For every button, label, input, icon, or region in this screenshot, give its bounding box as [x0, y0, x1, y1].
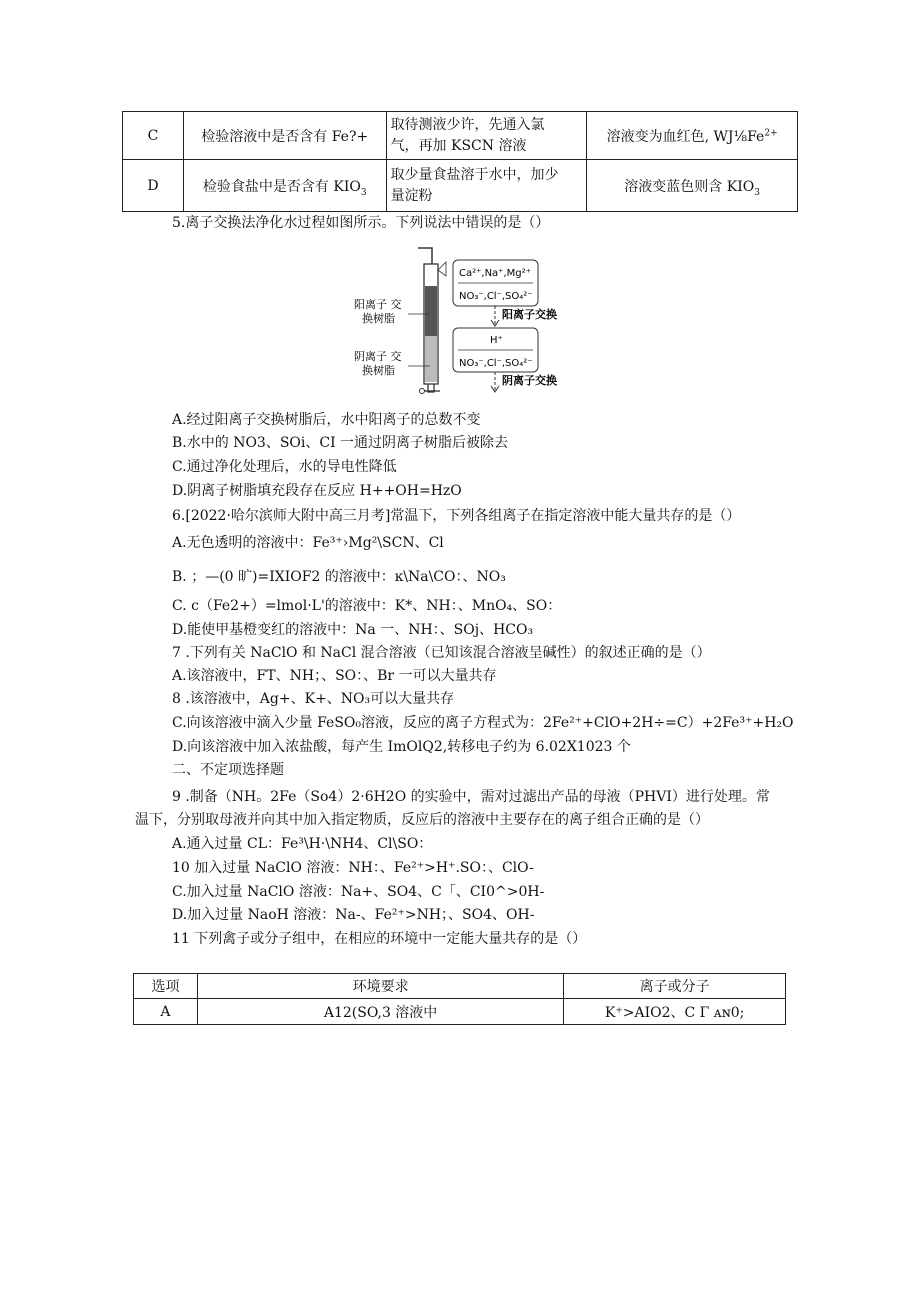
q11-stem: 11 下列禽子或分子组中，在相应的环境中一定能大量共存的是（）: [172, 931, 587, 947]
arrow2-label: 阴离子交换: [502, 374, 557, 387]
q7-option-a: A.该溶液中，FT、NH；、SO：、Br 一可以大量共存: [172, 668, 497, 684]
table-row: [134, 999, 786, 1025]
result-superscript: 2+: [764, 127, 778, 138]
result-text: 溶液变蓝色则含 KIO: [624, 178, 755, 195]
q7-option-d: D.向该溶液中加入浓盐酸，每产生 ImOlQ2,转移电子约为 6.02X1023 个: [172, 739, 631, 755]
q9-option-a: A.通入过量 CL：Fe³\H·\NH4、Cl\SO：: [172, 836, 433, 852]
operation-cell: [386, 112, 587, 160]
result-cell: [587, 160, 798, 212]
q9-option-b: 10 加入过量 NaClO 溶液：NH：、Fe²⁺>H⁺.SO：、ClO-: [172, 860, 534, 876]
table-row: [123, 160, 798, 212]
goal-subscript: 3: [360, 187, 367, 198]
result-cell: [587, 112, 798, 160]
q7-option-c: C.向该溶液中滴入少量 FeSO₀溶液，反应的离子方程式为：2Fe²⁺+ClO+2H÷=C）+2Fe³⁺+H₂O: [172, 715, 794, 731]
q6-option-d: D.能使甲基橙变红的溶液中：Na 一、NH：、SOj、HCO₃: [172, 622, 534, 638]
box2-anions: NO₃⁻,Cl⁻,SO₄²⁻: [459, 358, 533, 369]
label-cation-resin-2: 换树脂: [362, 312, 395, 325]
cation-resin-fill: [425, 286, 437, 336]
ions-cell: K⁺>AIO2、C Γ ᴀɴ0;: [564, 999, 786, 1025]
options-table-1: [122, 111, 798, 212]
q5-option-d: D.阴离子树脂填充段存在反应 H++OH=HzO: [172, 483, 462, 499]
box1-anions: NO₃⁻,Cl⁻,SO₄²⁻: [459, 291, 533, 302]
table-header-row: [134, 974, 786, 999]
operation-cell: [386, 160, 587, 212]
goal-cell: [183, 160, 386, 212]
option-cell: D: [123, 160, 184, 212]
anion-resin-fill: [425, 336, 437, 382]
column-header: 离子或分子: [564, 974, 786, 999]
section-heading: 二、不定项选择题: [172, 762, 284, 778]
q9-stem-line2: 温下，分别取母液并向其中加入指定物质，反应后的溶液中主要存在的离子组合正确的是（）: [135, 812, 709, 828]
q7-option-b: 8 .该溶液中，Ag+、K+、NO₃可以大量共存: [172, 691, 455, 707]
q6-option-b: B. ；—(0 旷)=IXIOF2 的溶液中：ĸ\Na\CO：、NO₃: [172, 569, 506, 585]
q9-stem-line1: 9 .制备（NH。2Fe（So4）2·6H2O 的实验中，需对过滤出产品的母液（PHVI）进行处理。常: [172, 789, 770, 805]
q5-stem: 5.离子交换法净化水过程如图所示。下列说法中错误的是（）: [172, 215, 550, 231]
callout-pointer: [438, 262, 446, 276]
column-header: 环境要求: [197, 974, 563, 999]
options-table-2: [133, 973, 786, 1025]
operation-line: 气，再加 KSCN 溶液: [390, 137, 527, 154]
operation-line: 量淀粉: [390, 187, 433, 204]
q5-option-a: A.经过阳离子交换树脂后，水中阳离子的总数不变: [172, 412, 481, 428]
q7-stem: 7 .下列有关 NaClO 和 NaCl 混合溶液（已知该混合溶液呈碱性）的叙述正确的是（）: [172, 645, 711, 661]
result-subscript: 3: [754, 187, 760, 198]
arrow1-label: 阳离子交换: [502, 308, 557, 321]
q5-option-b: B.水中的 NO3、SOi、CI 一通过阴离子树脂后被除去: [172, 435, 509, 451]
q9-option-d: D.加入过量 NaoH 溶液：Na-、Fe²⁺>NH；、SO4、OH-: [172, 907, 535, 923]
q6-option-c: C. c（Fe2+）=lmol·L'的溶液中：K*、NH：、MnO₄、SO：: [172, 598, 562, 614]
goal-text: 检验食盐中是否含有 KIO: [202, 178, 361, 195]
label-anion-resin-1: 阴离子 交: [354, 350, 402, 363]
operation-line: 取少量食盐溶于水中，加少: [390, 166, 559, 183]
q6-stem: 6.[2022·哈尔滨师大附中高三月考]常温下，下列各组离子在指定溶液中能大量共存的是（）: [172, 508, 741, 524]
valve-icon: [420, 389, 425, 394]
result-text: 溶液变为血红色, WJ⅛Fe: [606, 128, 765, 145]
box2-cations: H⁺: [490, 335, 503, 346]
operation-line: 取待测液少许，先通入氯: [390, 116, 545, 133]
label-anion-resin-2: 换树脂: [362, 364, 395, 377]
box1-cations: Ca²⁺,Na⁺,Mg²⁺: [459, 268, 531, 279]
environment-cell: A12(SO,3 溶液中: [197, 999, 563, 1025]
ion-exchange-diagram: [350, 240, 580, 405]
q9-option-c: C.加入过量 NaClO 溶液：Na+、SO4、C「、CI0^>0H-: [172, 884, 545, 900]
option-cell: A: [134, 999, 198, 1025]
option-cell: C: [123, 112, 184, 160]
q6-option-a: A.无色透明的溶液中：Fe³⁺›Mg²\SCN、Cl: [172, 535, 444, 551]
goal-cell: 检验溶液中是否含有 Fe?+: [183, 112, 386, 160]
inlet-pipe: [418, 248, 432, 254]
table-row: [123, 112, 798, 160]
label-cation-resin-1: 阳离子 交: [354, 298, 402, 311]
column-header: 选项: [134, 974, 198, 999]
q5-option-c: C.通过净化处理后，水的导电性降低: [172, 459, 397, 475]
